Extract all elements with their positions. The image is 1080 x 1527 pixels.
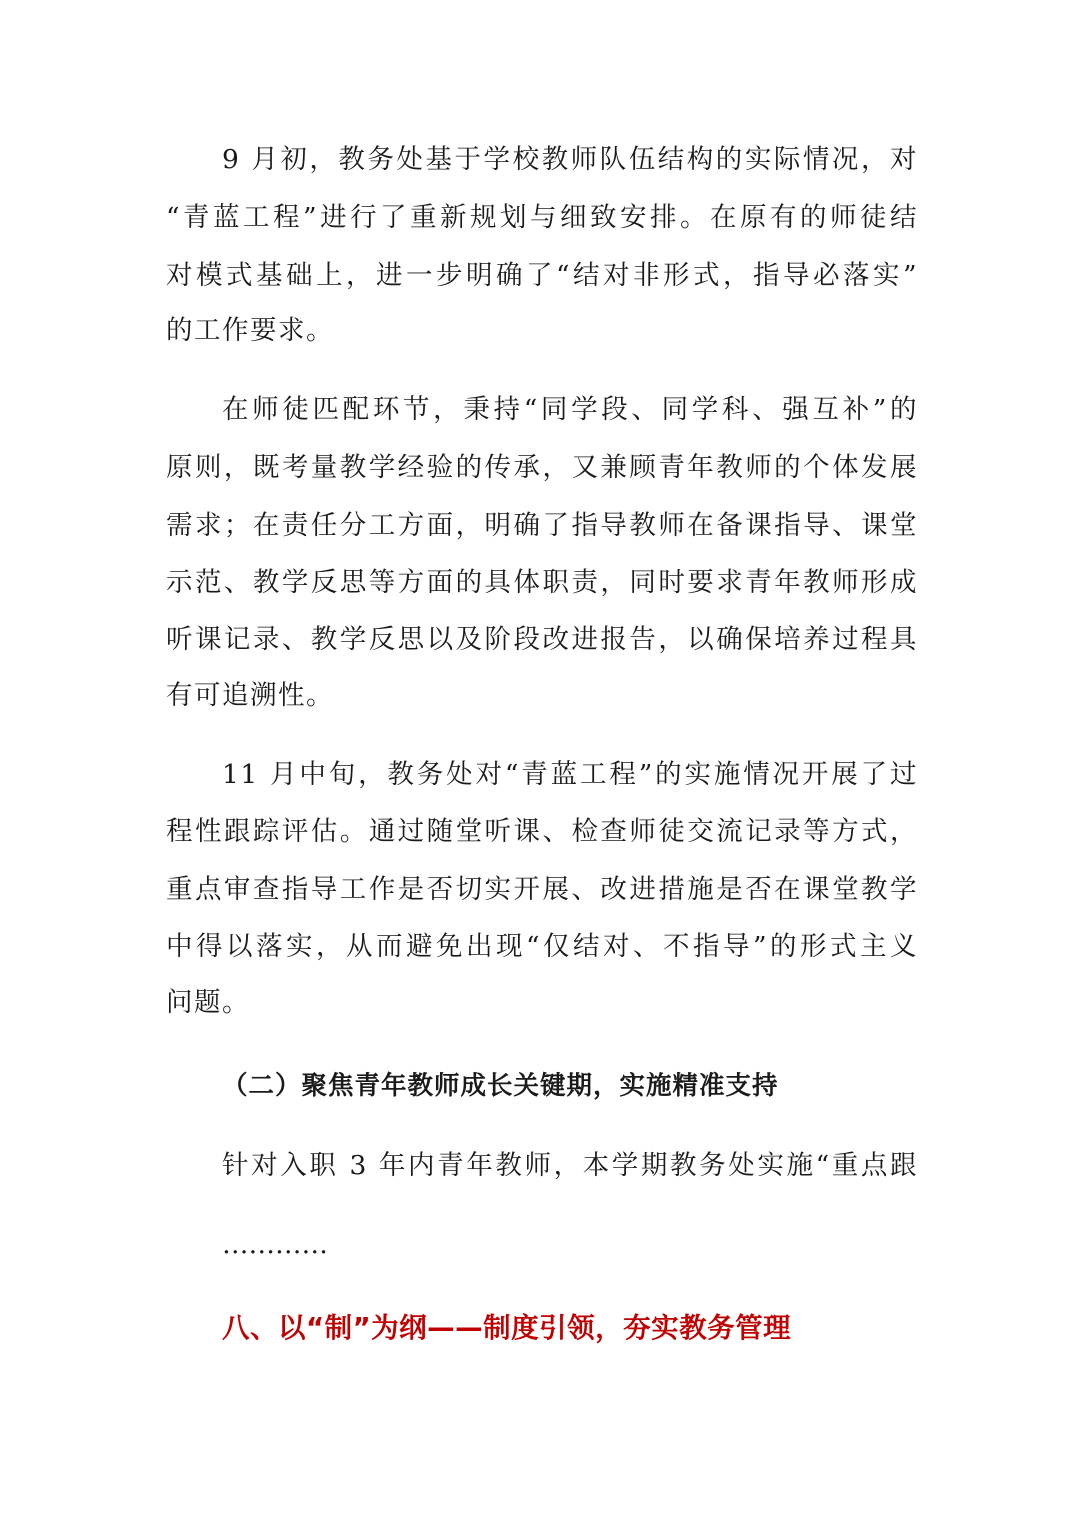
paragraph-1-line-3: 对模式基础上，进一步明确了“结对非形式，指导必落实”: [166, 260, 918, 291]
paragraph-2-line-5: 听课记录、教学反思以及阶段改进报告，以确保培养过程具: [166, 624, 918, 655]
paragraph-3-line-4: 中得以落实，从而避免出现“仅结对、不指导”的形式主义: [166, 931, 918, 962]
paragraph-2-line-3: 需求；在责任分工方面，明确了指导教师在备课指导、课堂: [166, 510, 918, 541]
paragraph-3-line-5: 问题。: [166, 987, 250, 1018]
paragraph-2-line-6: 有可追溯性。: [166, 680, 334, 711]
paragraph-2-line-4: 示范、教学反思等方面的具体职责，同时要求青年教师形成: [166, 567, 918, 598]
paragraph-4-line-1: 针对入职 3 年内青年教师，本学期教务处实施“重点跟: [222, 1150, 918, 1181]
paragraph-3-line-3: 重点审查指导工作是否切实开展、改进措施是否在课堂教学: [166, 874, 918, 905]
section-heading: 八、以“制”为纲——制度引领，夯实教务管理: [222, 1312, 792, 1344]
paragraph-1-line-4: 的工作要求。: [166, 315, 334, 346]
ellipsis: …………: [222, 1229, 328, 1260]
paragraph-1-line-1: 9 月初，教务处基于学校教师队伍结构的实际情况，对: [222, 144, 918, 175]
paragraph-2-line-2: 原则，既考量教学经验的传承，又兼顾青年教师的个体发展: [166, 452, 918, 483]
subheading: （二）聚焦青年教师成长关键期，实施精准支持: [222, 1071, 779, 1101]
paragraph-1-line-2: “青蓝工程”进行了重新规划与细致安排。在原有的师徒结: [166, 202, 918, 233]
paragraph-3-line-2: 程性跟踪评估。通过随堂听课、检查师徒交流记录等方式，: [166, 816, 918, 847]
paragraph-3-line-1: 11 月中旬，教务处对“青蓝工程”的实施情况开展了过: [222, 759, 918, 790]
paragraph-2-line-1: 在师徒匹配环节，秉持“同学段、同学科、强互补”的: [222, 394, 918, 425]
